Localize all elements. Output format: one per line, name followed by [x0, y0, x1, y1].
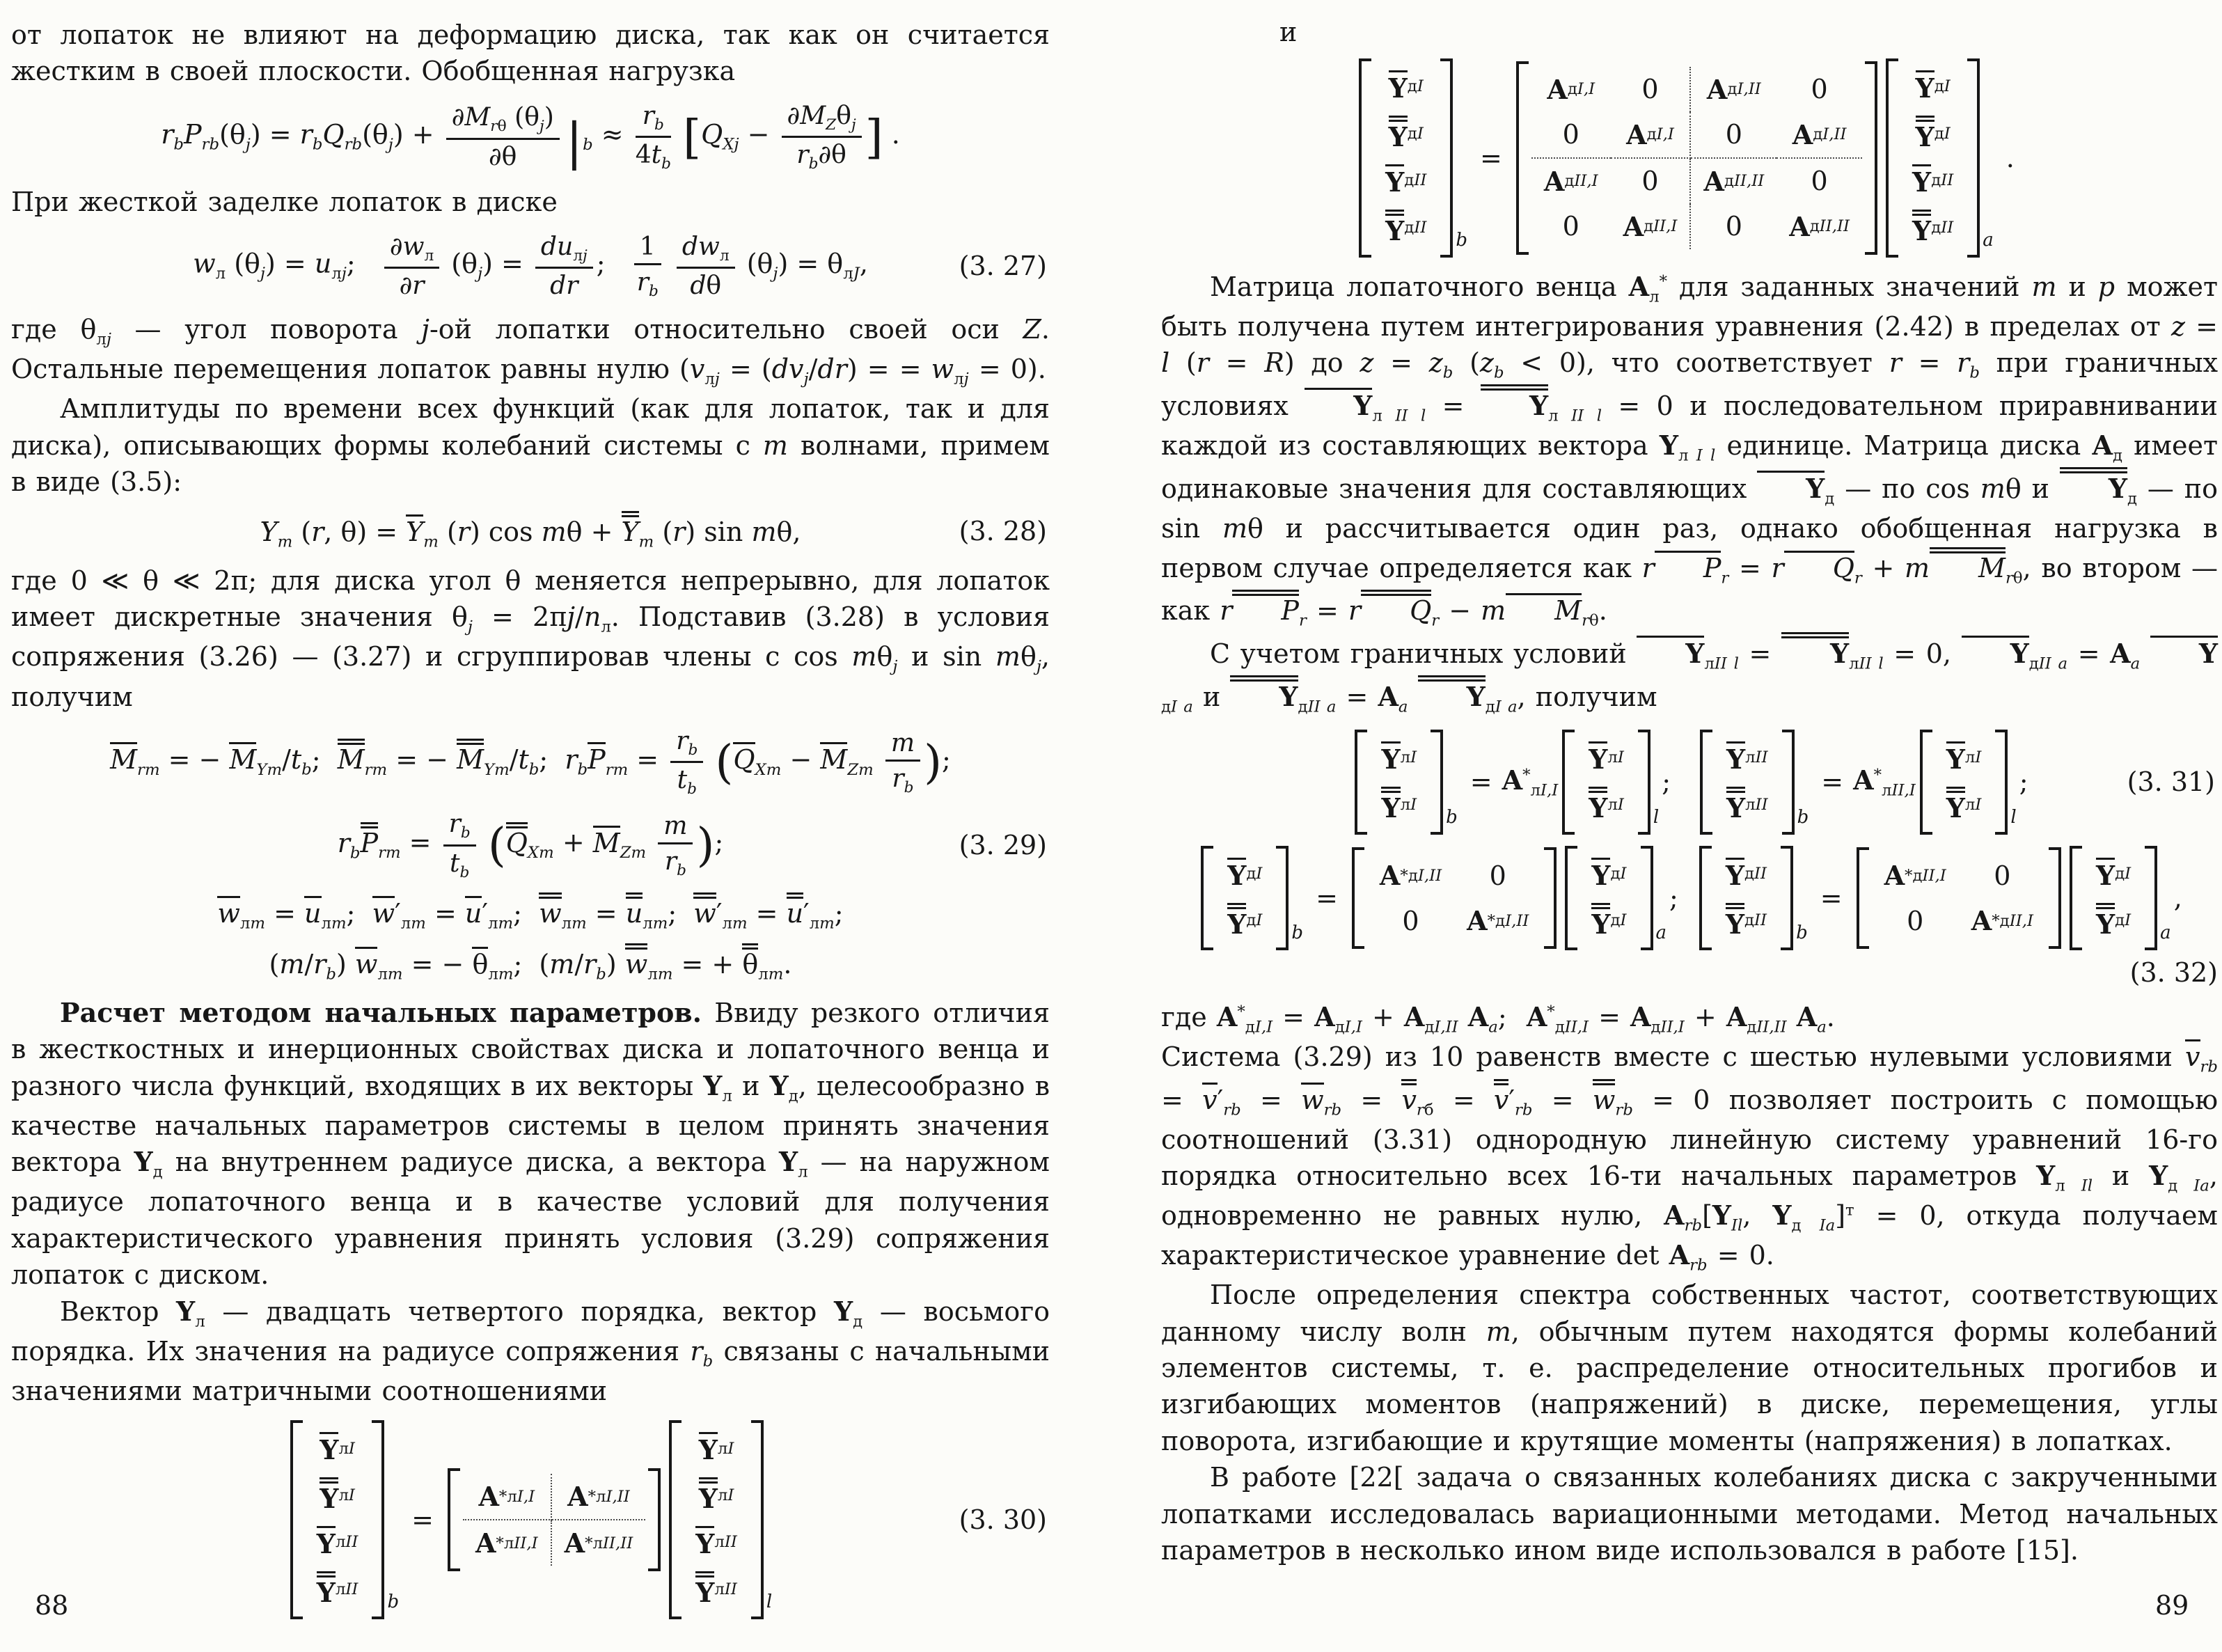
vector-cell: Y дI — [1580, 897, 1637, 945]
period: . — [2006, 142, 2015, 173]
equation-3-29-line-4 — [11, 943, 1050, 984]
vector-Y-blade-b — [290, 1420, 385, 1619]
bracket-left — [290, 1420, 303, 1619]
equals-sign: = — [1479, 142, 1502, 173]
vector-cell: Y дII — [1374, 203, 1437, 252]
bracket-left — [1352, 847, 1364, 949]
vector-cell: Y дI — [1216, 851, 1273, 897]
matrix-cell: 0 — [1489, 860, 1506, 891]
vector-subscript: a — [1983, 229, 1994, 251]
vector-subscript: a — [1655, 922, 1667, 944]
bracket-right — [1967, 58, 1980, 258]
vector-Y-blade-II-b — [1700, 730, 1795, 835]
page-left — [11, 17, 1050, 1630]
vector-Y-disk-b — [1359, 58, 1453, 258]
vector-cell: Y дII — [1374, 158, 1437, 203]
equation-number: (3. 31) — [2127, 766, 2215, 798]
vector-cell: Y лII — [684, 1565, 748, 1614]
bracket-right — [751, 1420, 764, 1619]
paragraph-references: В работе [22[ задача о связанных колебаниях диска с закрученными лопатками исследовалась вариационными методами. Метод начальных параметров в несколько ином виде использовался в работе [15]. — [1161, 1462, 2218, 1566]
matrix-cell: A * лII,I — [463, 1520, 552, 1566]
vector-cell: Y дI — [1580, 851, 1637, 897]
vector-cell: Y дI — [1901, 64, 1964, 109]
matrix-symbol: $A^*_{лII,I}$ — [1853, 764, 1916, 800]
matrix-cell: 0 — [1811, 74, 1828, 105]
vector-Y-blade-I-b — [1355, 730, 1443, 835]
formula: $(m/r_b) w_{лm}$ = − $\theta_{лm}$; $(m/r_b) w_{лm}$ = + $\theta_{лm}$. — [269, 943, 792, 984]
paragraph-intro: от лопаток не влияют на деформацию диска, так как он считается жестким в своей плоскости. Обобщенная нагрузка — [11, 19, 1050, 87]
vector-subscript: l — [766, 1591, 773, 1612]
bracket-right — [1431, 730, 1443, 835]
bracket-right — [1641, 846, 1653, 951]
bracket-left — [1700, 730, 1712, 835]
vector-cell: Y дI — [1374, 109, 1437, 158]
matrix-cell: A * дI,II — [1467, 905, 1529, 937]
equation-3-29-line-1 — [11, 726, 1050, 798]
vector-cell: Y лI — [1577, 735, 1635, 780]
bracket-right — [1276, 846, 1289, 951]
vector-cell: Y лII — [684, 1520, 748, 1565]
matrix-cell: A * лI,II — [552, 1474, 646, 1520]
matrix-cell: 0 — [1994, 860, 2011, 891]
vector-cell: Y дII — [1715, 897, 1778, 945]
vector-subscript: l — [2010, 806, 2017, 828]
bracket-left — [1516, 61, 1529, 255]
matrix-cell: 0 — [1811, 166, 1828, 197]
bracket-left — [1920, 730, 1932, 835]
matrix-cell: 0 — [1725, 211, 1742, 242]
equation-disk-matrix — [1161, 58, 2218, 258]
bracket-left — [1201, 846, 1213, 951]
paragraph-boundary-conditions: С учетом граничных условий $Y_{лII l} = Y_{лII l} = 0$, $Y_{дII a} = A_a$ $Y_{дI a}$ и $Y_{дII a} = A_a$ $Y_{дI a}$, получим — [1161, 632, 2218, 718]
matrix-cell: 0 — [1611, 159, 1692, 204]
vector-cell: Y лI — [1935, 780, 1993, 829]
equation-number: (3. 29) — [959, 830, 1047, 861]
equals-sign: = — [411, 1504, 434, 1536]
vector-Y-blade-l — [669, 1420, 764, 1619]
semicolon: ; — [1662, 766, 1671, 798]
matrix-cell: 0 — [1611, 67, 1692, 112]
bracket-left — [1857, 847, 1869, 949]
paragraph-where-A-star: где $A^*_{дI,I} = A_{дI,I} + A_{дI,II}$ $A_a$; $A^*_{дII,I} = A_{дII,I} + A_{дII,II}$ $A_a$. — [1161, 1001, 1835, 1037]
vector-Y-blade-I-l — [1562, 730, 1650, 835]
bracket-right — [2145, 846, 2157, 951]
matrix-cell: A дI,I — [1611, 112, 1692, 159]
equation-generalized-load — [11, 101, 1050, 173]
bracket-left — [669, 1420, 681, 1619]
connector-word: и — [1279, 17, 1298, 47]
vector-cell: Y дII — [1715, 851, 1778, 897]
equation-3-32 — [1161, 846, 2218, 989]
matrix-cell: A дII,I — [1543, 165, 1598, 197]
paragraph-amplitudes: Амплитуды по времени всех функций (как для лопаток, так и для диска), описывающих формы колебаний системы с m волнами, примем в виде (3.5): — [11, 393, 1050, 497]
formula: $Y_m$ (r, $\theta) = Y_m$ (r) $\cos m\theta + Y_m$ (r) sin mθ, — [260, 511, 801, 551]
vector-Y-disk-I-a — [1565, 846, 1653, 951]
bracket-left — [2070, 846, 2082, 951]
matrix-relation — [11, 1420, 1050, 1619]
page-number-right: 89 — [2155, 1590, 2189, 1621]
vector-cell: Y лII — [306, 1565, 370, 1614]
matrix-symbol: $A^*_{лI,I}$ — [1502, 764, 1559, 800]
paragraph-theta-range: где 0 ≪ θ ≪ 2π; для диска угол θ меняется непрерывно, для лопаток имеет дискретные значения $\theta_j = 2\pi j/n_л$. Подставив (3.28) в условия сопряжения (3.26) — (3.27) и сгруппировав члены с $\cos m\theta_j$ и $\sin m\theta_j$, получим — [11, 565, 1050, 712]
matrix-cell: 0 — [1531, 112, 1611, 159]
equals-sign: = — [1820, 883, 1843, 914]
bracket-right — [648, 1468, 661, 1571]
equation-number: (3. 32) — [2129, 957, 2218, 989]
vector-cell: Y дII — [1901, 158, 1964, 203]
semicolon: ; — [2019, 766, 2028, 798]
vector-cell: Y дI — [1216, 897, 1273, 945]
bracket-right — [372, 1420, 384, 1619]
matrix-cell: A дII,II — [1703, 165, 1765, 197]
equals-sign: = — [1821, 766, 1844, 798]
matrix-cell: A дI,I — [1547, 73, 1595, 105]
equation-3-27 — [11, 232, 1050, 300]
bracket-left — [1565, 846, 1577, 951]
bracket-right — [1638, 730, 1650, 835]
equation-3-31 — [1161, 730, 2218, 835]
matrix-A-star-disk-1 — [1352, 847, 1557, 949]
matrix-cell: 0 — [1562, 211, 1579, 242]
vector-cell: Y дI — [1374, 64, 1437, 109]
equation-number: (3. 28) — [959, 516, 1047, 547]
vector-Y-blade-I-l — [1920, 730, 2008, 835]
paragraph-system-16th-order: Система (3.29) из 10 равенств вместе с шестью нулевыми условиями $v_{rb} = v'_{rb} = w_{rb} = v_{rб} = v'_{rb} = w_{rb} = 0$ позволяет построить с помощью соотношений (3.31) однородную линейную систему уравнений 16-го порядка относительно всех 16-ти начальных параметров $Y_{л Il}$ и $Y_{д Ia}$, одновременно не равных нулю, $A_{rb}[Y_{Il}$, $Y_{д Ia}]^т = 0$, откуда получаем характеристическое уравнение $\det A_{rb} = 0$. — [1161, 1039, 2218, 1277]
equation-number: (3. 27) — [959, 250, 1047, 281]
vector-cell: Y дI — [2085, 897, 2142, 945]
vector-cell: Y лI — [1577, 780, 1635, 829]
vector-Y-disk-I-b — [1201, 846, 1289, 951]
vector-cell: Y дI — [2085, 851, 2142, 897]
vector-subscript: b — [387, 1591, 400, 1612]
vector-cell: Y лI — [1370, 735, 1428, 780]
bracket-right — [1995, 730, 2008, 835]
vector-subscript: a — [2160, 922, 2171, 944]
formula: $w_л$ $(\theta_j) = u_{лj}$; $\partial w_л$ ∂r $(\theta_j)$ = $du_{лj}$ dr ; $\frac{1}{r_b}$ $dw_л$ dθ $(\theta_j) = \theta_{лJ}$, — [193, 231, 868, 300]
bracket-right — [1440, 58, 1453, 258]
vector-cell: Y лII — [306, 1520, 370, 1565]
matrix-cell: A * дII,I — [1884, 860, 1946, 892]
bracket-right — [1781, 846, 1793, 951]
matrix-cell: 0 — [1402, 905, 1419, 936]
vector-subscript: b — [1456, 229, 1467, 251]
vector-cell: Y дI — [1901, 109, 1964, 158]
matrix-relation — [1161, 846, 2218, 951]
matrix-cell: A дI,II — [1776, 112, 1862, 159]
matrix-A-star-blade — [448, 1468, 661, 1571]
vector-cell: Y лI — [1370, 780, 1428, 829]
vector-subscript: b — [1446, 806, 1458, 828]
vector-cell: Y лI — [306, 1426, 370, 1471]
vector-cell: Y лII — [1715, 735, 1779, 780]
paragraph-initial-parameters-method: Расчет методом начальных параметров. Ввиду резкого отличия в жесткостных и инерционных свойствах диска и лопаточного венца и разного числа функций, входящих в их векторы $Y_л$ и $Y_д$, целесообразно в качестве начальных параметров системы в целом принять значения вектора $Y_д$ на внутреннем радиусе диска, а вектора $Y_л$ — на наружном радиусе лопаточного венца и в качестве условий для получения характеристического уравнения принять условия (3.29) сопряжения лопаток с диском. — [11, 997, 1050, 1291]
matrix-cell: A дII,I — [1611, 204, 1692, 249]
semicolon: ; — [1669, 883, 1678, 914]
paragraph-blade-matrix: Матрица лопаточного венца $A_л^*$ для заданных значений m и p может быть получена путем интегрирования уравнения (2.42) в пределах от z = l (r = R) до $z = z_b$ $(z_b < 0)$, что соответствует $r = r_b$ при граничных условиях $Y_{л II l} = Y_{л II l} = 0$ и последовательном приравнивании каждой из составляющих вектора $Y_{л I l}$ единице. Матрица диска $A_д$ имеет одинаковые значения для составляющих $Y_д$ — по cos mθ и $Y_д$ — по sin mθ и рассчитывается один раз, однако обобщенная нагрузка в первом случае определяется как r $P_r = r$ $Q_r + m$ $M_{r\theta}$, во втором — как r $P_r = r$ $Q_r - m$ $M_{r\theta}$. — [1161, 270, 2219, 630]
matrix-cell: A * лII,II — [564, 1527, 633, 1559]
matrix-cell: 0 — [1907, 905, 1924, 936]
equals-sign: = — [1469, 766, 1492, 798]
page-right — [1161, 17, 2218, 1569]
paragraph-eigenfrequencies: После определения спектра собственных частот, соответствующих данному числу волн m, обычным путем находятся формы колебаний элементов системы, т. е. распределение относительных прогибов и изгибающих моментов (напряжений) в диске, перемещения, углы поворота, изгибающие и крутящие моменты (напряжения) в лопатках. — [1161, 1280, 2218, 1456]
vector-cell: Y лI — [684, 1426, 748, 1471]
vector-cell: Y лI — [684, 1471, 748, 1520]
matrix-cell: A * дI,II — [1379, 860, 1442, 892]
bracket-left — [448, 1468, 460, 1571]
equation-3-29-line-3 — [11, 892, 1050, 933]
formula: $M_{rm}$ = − $M_{Ym}/t_b$; $M_{rm}$ = − $M_{Ym}/t_b$; $r_bP_{rm}$ = $\frac{r_b}{t_b}$ ($Q_{Xm} - M_{Zm}$ $\frac{m}{r_b}$ ); — [110, 725, 951, 799]
formula: $w_{лm} = u_{лm}$; $w'_{лm} = u'_{лm}$; $w_{лm} = u_{лm}$; $w'_{лm} = u'_{лm}$; — [217, 892, 843, 933]
paragraph-rigid-fixing: При жесткой заделке лопаток в диске — [11, 187, 558, 218]
equation-3-28 — [11, 511, 1050, 551]
bracket-left — [1359, 58, 1371, 258]
matrix-relation — [1161, 730, 2218, 835]
page-number-left: 88 — [35, 1590, 69, 1621]
vector-cell: Y лI — [1935, 735, 1993, 780]
paragraph-angle-definition: где $\theta_{лj}$ — угол поворота j-ой лопатки относительно своей оси Z. Остальные перемещения лопаток равны нулю ($v_{лj} = (dv_j/dr)$ = = $w_{лj} = 0$). — [11, 313, 1050, 388]
matrix-cell: A дI,II — [1706, 73, 1761, 105]
bracket-left — [1562, 730, 1575, 835]
formula: $r_bP_{rb}(\theta_j) = r_bQ_{rb}(\theta_j)$ + $\partial M_{r\theta}$ $(\theta_j)$ ∂θ $|_b$ ≈ $\frac{r_b}{4t_b}$ [$Q_{Xj}$ − $\partial M_Z\theta_j$ $r_b\partial\theta$ ] . — [161, 100, 900, 173]
vector-subscript: b — [1291, 922, 1304, 944]
equals-sign: = — [1316, 883, 1338, 914]
bracket-right — [2049, 847, 2061, 949]
matrix-cell: 0 — [1691, 112, 1776, 159]
matrix-A-disk — [1516, 61, 1877, 255]
equation-number: (3. 30) — [959, 1504, 1047, 1536]
vector-Y-disk-I-a — [2070, 846, 2157, 951]
formula: $r_bP_{rm}$ = $\frac{r_b}{t_b}$ ($Q_{Xm} + M_{Zm}$ $\frac{m}{r_b}$ ); — [337, 809, 724, 881]
vector-subscript: l — [1653, 806, 1660, 828]
vector-cell: Y лI — [306, 1471, 370, 1520]
equation-3-29-line-2 — [11, 809, 1050, 881]
bracket-right — [1782, 730, 1795, 835]
equation-3-30 — [11, 1420, 1050, 1619]
bracket-left — [1886, 58, 1898, 258]
matrix-cell: A * лI,I — [463, 1474, 552, 1520]
matrix-relation — [1161, 58, 2218, 258]
vector-cell: Y дII — [1901, 203, 1964, 252]
vector-subscript: b — [1797, 806, 1809, 828]
vector-cell: Y лII — [1715, 780, 1779, 829]
comma: , — [2173, 883, 2182, 914]
matrix-cell: A * дII,I — [1971, 905, 2033, 937]
vector-subscript: b — [1796, 922, 1808, 944]
bracket-right — [1544, 847, 1557, 949]
vector-Y-disk-a — [1886, 58, 1980, 258]
bracket-left — [1699, 846, 1712, 951]
matrix-cell: A дII,II — [1789, 210, 1850, 242]
bracket-right — [1865, 61, 1877, 255]
paragraph-vector-orders: Вектор $Y_л$ — двадцать четвертого порядка, вектор $Y_д$ — восьмого порядка. Их значения на радиусе сопряжения $r_b$ связаны с начальными значениями матричными соотношениями — [11, 1295, 1050, 1406]
bracket-left — [1355, 730, 1367, 835]
matrix-A-star-disk-2 — [1857, 847, 2061, 949]
vector-Y-disk-II-b — [1699, 846, 1793, 951]
